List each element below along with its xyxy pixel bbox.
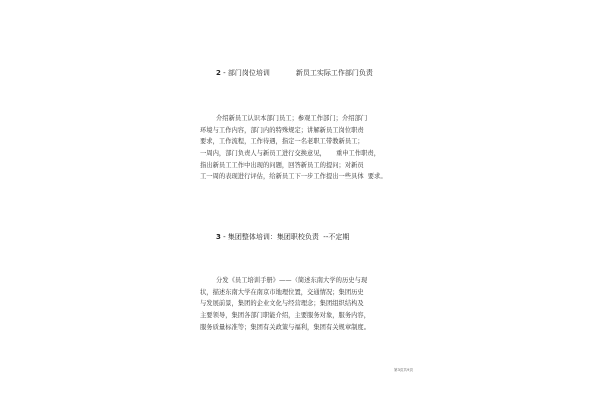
paragraph-line: 一周内，部门负责人与新员工进行交换意见， 重申工作职责， (200, 150, 381, 158)
paragraph-line: 分发《员工培训手册》——（简述东南大学的历史与现 (200, 277, 368, 284)
section-3-bullet: - (220, 233, 228, 241)
page-number-footer: 第3页共9页 (394, 368, 413, 372)
paragraph-line: 工一周的表现进行评估，给新员工下一步工作提出一些具体 要求。 (200, 173, 387, 181)
paragraph-line: 状，描述东南大学在南京市地理位置，交通情况；集团历史 (200, 288, 364, 296)
section-2-bullet: - (220, 69, 228, 77)
section-3-title: 集团整体培训：集团职校负责 --不定期 (227, 233, 350, 241)
section-2-paragraph (200, 113, 387, 183)
paragraph-line: 主要领导，集团各部门职能介绍，主要服务对象，服务内容， (200, 312, 371, 320)
section-2-number: 2 (216, 69, 221, 77)
paragraph-line: 指出新员工工作中出现的问题，回答新员工的提问；对新员 (200, 161, 364, 169)
paragraph-line: 服务质量标准等；集团有关政策与福利，集团有关规章制度。 (200, 323, 371, 331)
section-3-number: 3 (216, 233, 221, 241)
section-3-heading (216, 233, 349, 242)
section-2-heading (216, 69, 373, 78)
paragraph-line: 环境与工作内容，部门内的特殊规定；讲解新员工岗位职责 (200, 126, 364, 134)
paragraph-line: 与发展前景，集团的企业文化与经营理念；集团组织结构及 (200, 300, 364, 308)
section-2-owner: 新员工实际工作部门负责 (295, 69, 373, 77)
paragraph-line: 要求，工作流程，工作待遇，指定一名老职工带教新员工； (200, 138, 364, 146)
section-2-title: 部门岗位培训 (227, 69, 270, 77)
paragraph-line: 介绍新员工认识本部门员工；参观工作部门；介绍部门 (200, 115, 368, 122)
section-3-paragraph (200, 275, 370, 333)
